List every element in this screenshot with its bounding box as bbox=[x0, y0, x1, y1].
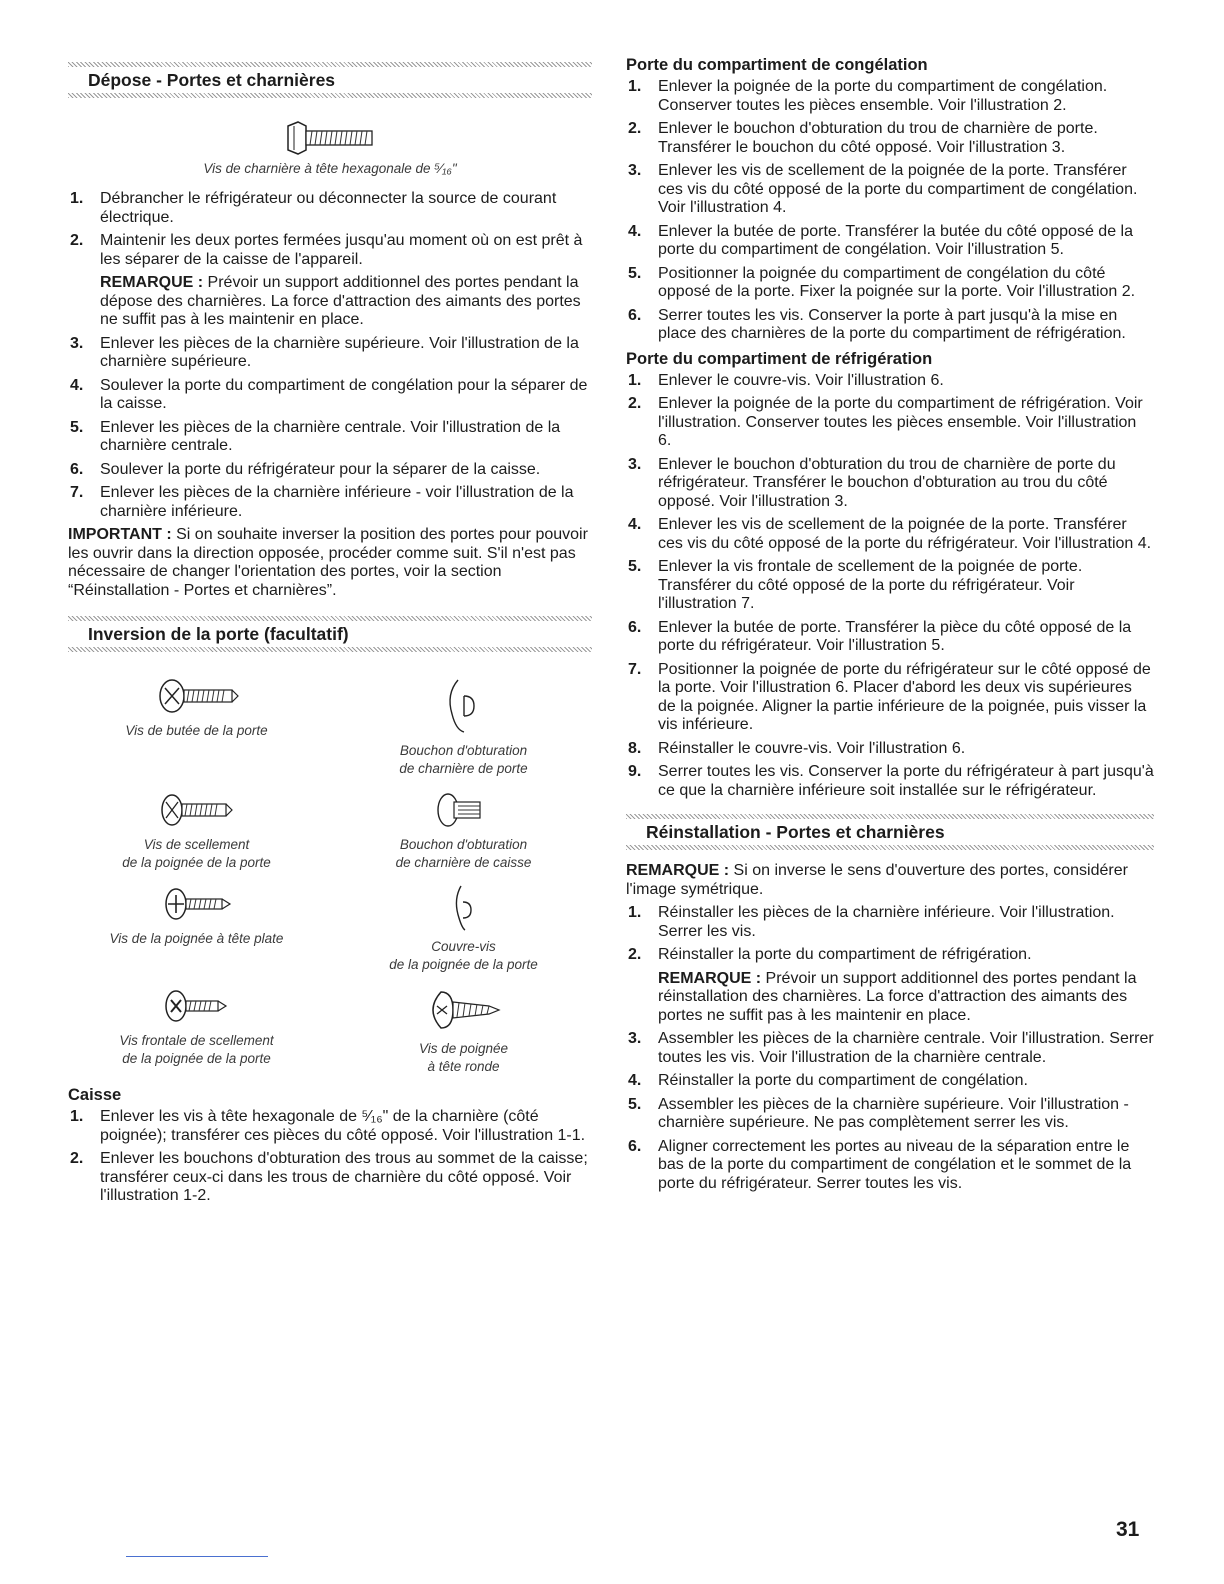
part-handle-sealing-screw: Vis de scellement de la poignée de la porte bbox=[68, 788, 325, 872]
hinge-screw-caption: Vis de charnière à tête hexagonale de ⁵⁄₁₆" bbox=[203, 161, 457, 176]
door-stop-screw-icon bbox=[152, 674, 242, 718]
parts-grid bbox=[68, 674, 592, 1076]
part-flat-head-handle-screw: Vis de la poignée à tête plate bbox=[68, 882, 325, 974]
remarque-note: REMARQUE : Prévoir un support additionnel des portes pendant la dépose des charnières. La force d'attraction des aimants des portes ne suffit pas à les maintenir en place. bbox=[100, 274, 581, 328]
list-item: 1. Enlever la poignée de la porte du compartiment de congélation. Conserver toutes les pièces ensemble. Voir l'illustration 2. bbox=[628, 78, 1108, 114]
inversion-heading: Inversion de la porte (facultatif) bbox=[68, 610, 592, 660]
part-round-head-handle-screw: Vis de poignée à tête ronde bbox=[335, 984, 592, 1076]
list-item: 6. Aligner correctement les portes au niveau de la séparation entre le bas de la porte du compartiment de congélation et le sommet de la porte du réfrigérateur. Serrer toutes les vis. bbox=[628, 1137, 1132, 1192]
caisse-steps bbox=[68, 1108, 592, 1206]
list-item: 2. Enlever la poignée de la porte du compartiment de réfrigération. Voir l'illustration. Conserver toutes les pièces ensemble. Voir l'illustration 6. bbox=[628, 395, 1143, 449]
list-item: 5. Assembler les pièces de la charnière supérieure. Voir l'illustration - charnière supérieure. Ne pas complètement serrer les vis. bbox=[628, 1095, 1129, 1131]
list-item: 4. Soulever la porte du compartiment de congélation pour la séparer de la caisse. bbox=[70, 376, 588, 412]
bottom-rule bbox=[126, 1556, 268, 1557]
list-item: 4. Enlever la butée de porte. Transférer la butée du côté opposé de la porte du compartiment de congélation. Voir l'illustration 5. bbox=[628, 222, 1133, 258]
list-item: 2. Réinstaller la porte du compartiment de réfrigération. REMARQUE : Prévoir un support additionnel des portes pendant la réinstallation des charnières. La force d'attraction des aimants des portes ne suffit pas à les maintenir en place. bbox=[626, 946, 1154, 1025]
screw-cover-icon bbox=[439, 882, 489, 934]
cabinet-hinge-plug-icon bbox=[424, 788, 504, 832]
list-item: 1. Réinstaller les pièces de la charnière inférieure. Voir l'illustration. Serrer les vis. bbox=[628, 904, 1115, 940]
list-item: 4. Enlever les vis de scellement de la poignée de la porte. Transférer ces vis du côté opposé de la porte du réfrigérateur. Voir l'illustration 4. bbox=[628, 516, 1152, 552]
depose-steps bbox=[68, 190, 592, 521]
flat-head-handle-screw-icon bbox=[152, 882, 242, 926]
congelation-steps bbox=[626, 78, 1154, 344]
list-item: 2. Enlever le bouchon d'obturation du trou de charnière de porte. Transférer le bouchon du côté opposé. Voir l'illustration 3. bbox=[628, 120, 1098, 156]
important-note: IMPORTANT : Si on souhaite inverser la position des portes pour pouvoir les ouvrir dans la direction opposée, procéder comme suit. S'il n'est pas nécessaire de changer l'orientation des portes, voir la section “Réinstallation - Portes et charnières”. bbox=[68, 526, 588, 599]
hex-head-screw-icon bbox=[280, 120, 380, 156]
list-item: 7. Positionner la poignée de porte du réfrigérateur sur le côté opposé de la porte. Voir l'illustration 6. Placer d'abord les deux vis supérieures de la poignée. Aligner la partie inférieure de la poignée, puis visser la vis inférieure. bbox=[628, 660, 1151, 733]
list-item: 5. Positionner la poignée du compartiment de congélation du côté opposé de la porte. Fixer la poignée sur la porte. Voir l'illustration 2. bbox=[628, 264, 1136, 300]
page-number: 31 bbox=[1116, 1518, 1140, 1541]
reinstallation-note: REMARQUE : Si on inverse le sens d'ouverture des portes, considérer l'image symétrique. bbox=[626, 862, 1128, 898]
list-item: 1. Enlever les vis à tête hexagonale de ⁵⁄₁₆" de la charnière (côté poignée); transférer ces pièces du côté opposé. Voir l'illustration 1-1. bbox=[70, 1108, 586, 1144]
list-item: 8. Réinstaller le couvre-vis. Voir l'illustration 6. bbox=[628, 739, 966, 757]
list-item: 3. Enlever les vis de scellement de la poignée de la porte. Transférer ces vis du côté opposé de la porte du compartiment de congélation. Voir l'illustration 4. bbox=[628, 162, 1138, 216]
front-sealing-screw-icon bbox=[152, 984, 242, 1028]
list-item: 3. Assembler les pièces de la charnière centrale. Voir l'illustration. Serrer toutes les vis. Voir l'illustration de la charnière centrale. bbox=[628, 1030, 1154, 1066]
part-front-sealing-screw: Vis frontale de scellement de la poignée de la porte bbox=[68, 984, 325, 1076]
list-item: 4. Réinstaller la porte du compartiment de congélation. bbox=[628, 1072, 1028, 1089]
left-column bbox=[68, 56, 592, 1211]
list-item: 6. Enlever la butée de porte. Transférer la pièce du côté opposé de la porte du réfrigérateur. Voir l'illustration 5. bbox=[628, 618, 1132, 654]
refrigeration-steps bbox=[626, 372, 1154, 801]
congelation-heading: Porte du compartiment de congélation bbox=[626, 56, 928, 74]
list-item: 9. Serrer toutes les vis. Conserver la porte du réfrigérateur à part jusqu'à ce que la charnière inférieure soit installée sur le réfrigérateur. bbox=[628, 763, 1154, 799]
list-item: 1. Enlever le couvre-vis. Voir l'illustration 6. bbox=[628, 371, 944, 389]
list-item: 3. Enlever les pièces de la charnière supérieure. Voir l'illustration de la charnière supérieure. bbox=[70, 334, 579, 370]
reinstallation-steps bbox=[626, 904, 1154, 1193]
depose-heading: Dépose - Portes et charnières bbox=[68, 56, 592, 106]
part-cabinet-hinge-plug: Bouchon d'obturation de charnière de caisse bbox=[335, 788, 592, 872]
list-item: 5. Enlever les pièces de la charnière centrale. Voir l'illustration de la charnière centrale. bbox=[70, 418, 561, 454]
list-item: 3. Enlever le bouchon d'obturation du trou de charnière de porte du réfrigérateur. Transférer le bouchon d'obturation au trou du côté opposé. Voir l'illustration 3. bbox=[628, 455, 1116, 510]
list-item: 6. Soulever la porte du réfrigérateur pour la séparer de la caisse. bbox=[70, 460, 541, 478]
list-item: 2. Maintenir les deux portes fermées jusqu'au moment où on est prêt à les séparer de la caisse de l'appareil. REMARQUE : Prévoir un support additionnel des portes pendant la dépose des charnières. La force d'attraction des aimants des portes ne suffit pas à les maintenir en place. bbox=[68, 232, 592, 330]
hinge-screw-figure bbox=[68, 120, 592, 178]
part-door-stop-screw: Vis de butée de la porte bbox=[68, 674, 325, 778]
list-item: 7. Enlever les pièces de la charnière inférieure - voir l'illustration de la charnière inférieure. bbox=[70, 484, 574, 520]
list-item: 5. Enlever la vis frontale de scellement de la poignée de porte. Transférer du côté opposé de la porte du réfrigérateur. Voir l'illustration 7. bbox=[628, 558, 1083, 612]
list-item: 6. Serrer toutes les vis. Conserver la porte à part jusqu'à la mise en place des charnières de la porte du compartiment de réfrigération. bbox=[628, 306, 1126, 342]
list-item: 1. Débrancher le réfrigérateur ou déconnecter la source de courant électrique. bbox=[70, 190, 557, 226]
right-column bbox=[626, 56, 1154, 1198]
handle-sealing-screw-icon bbox=[152, 788, 242, 832]
reinstallation-heading: Réinstallation - Portes et charnières bbox=[626, 808, 1154, 858]
caisse-heading: Caisse bbox=[68, 1086, 122, 1104]
part-door-hinge-plug: Bouchon d'obturation de charnière de porte bbox=[335, 674, 592, 778]
list-item: 2. Enlever les bouchons d'obturation des trous au sommet de la caisse; transférer ceux-ci dans les trous de charnière du côté opposé. Voir l'illustration 1-2. bbox=[70, 1150, 588, 1204]
round-head-handle-screw-icon bbox=[419, 984, 509, 1036]
refrigeration-heading: Porte du compartiment de réfrigération bbox=[626, 349, 933, 368]
part-screw-cover: Couvre-vis de la poignée de la porte bbox=[335, 882, 592, 974]
remarque-note: REMARQUE : Prévoir un support additionnel des portes pendant la réinstallation des charnières. La force d'attraction des aimants des portes ne suffit pas à les maintenir en place. bbox=[658, 969, 1137, 1024]
door-hinge-plug-icon bbox=[434, 674, 494, 738]
